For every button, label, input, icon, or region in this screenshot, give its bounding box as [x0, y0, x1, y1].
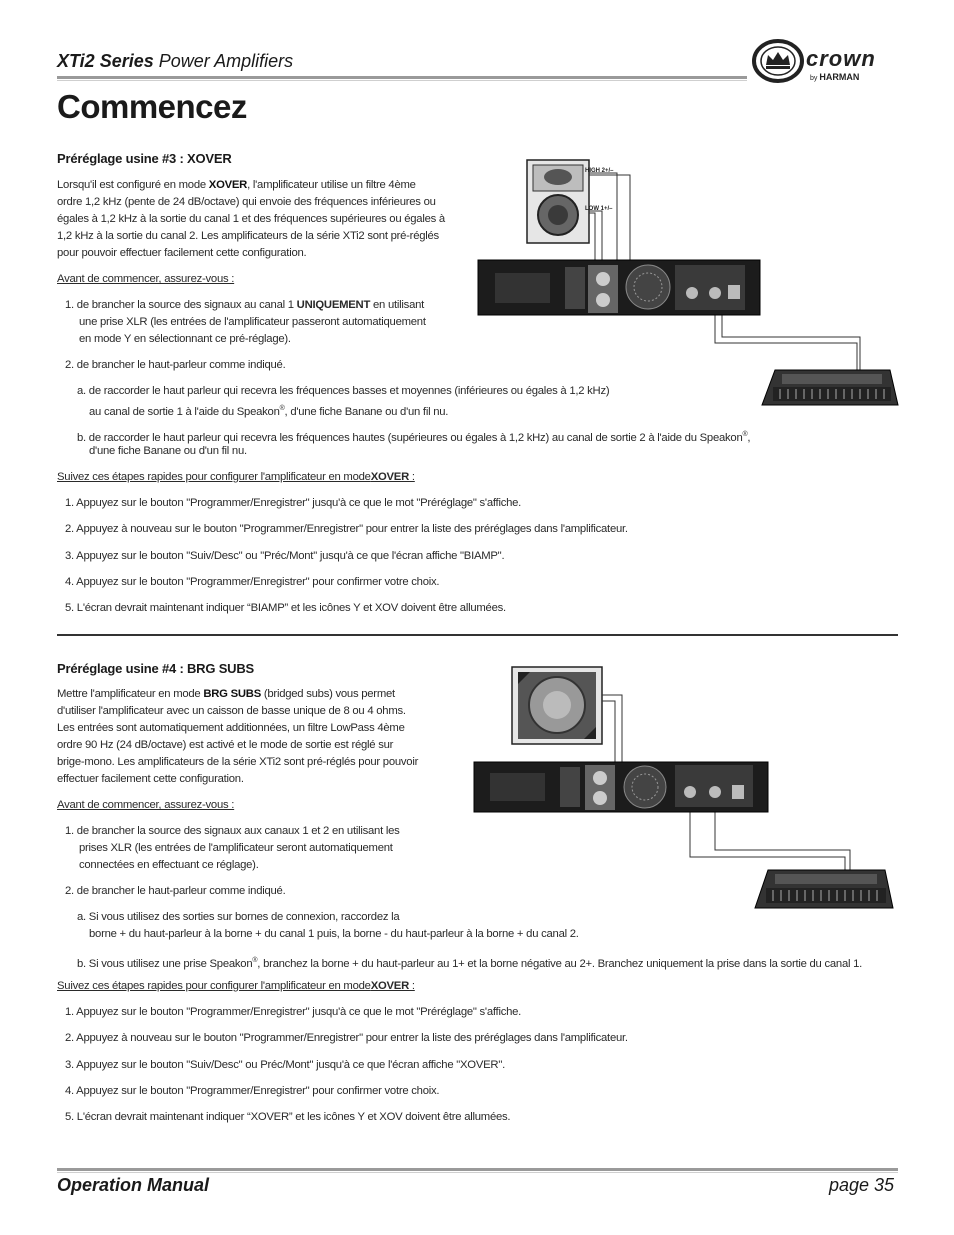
header-rule [57, 76, 747, 79]
section2-quick-step: 2. Appuyez à nouveau sur le bouton "Programmer/Enregistrer" pour entrer la liste des préréglages dans l'amplificateur. [65, 1032, 628, 1044]
section1-step2b: b. de raccorder le haut parleur qui recevra les fréquences hautes (supérieures ou égales à 1,2 kHz) au canal de sortie 2 à l'aide du Speakon®, [77, 431, 751, 444]
series-title: XTi2 Series Power Amplifiers [57, 51, 294, 71]
section1-step2a: a. de raccorder le haut parleur qui recevra les fréquences basses et moyennes (inférieures ou égales à 1,2 kHz) [77, 385, 610, 397]
footer-manual-title: Operation Manual [57, 1175, 210, 1195]
section1-quick-label: Suivez ces étapes rapides pour configurer l'amplificateur en modeXOVER : [57, 471, 415, 483]
section1-step2: 2. de brancher le haut-parleur comme indiqué. [65, 359, 286, 371]
section2-intro: Mettre l'amplificateur en mode BRG SUBS (bridged subs) vous permet d'utiliser l'amplificateur avec un caisson de basse unique de 8 ou 4 ohms. Les entrées sont automatiquement additionnées, un filtre LowPass 4ème ordre 90 Hz (24 dB/octave) est activé et le mode de sortie est réglé sur brige-mono. Les amplificateurs de la série XTi2 sont pré-réglés pour pouvoir effectuer facilement cette configuration. [57, 688, 419, 785]
header-rule-light [57, 80, 747, 81]
brg-subs-wiring-diagram [470, 665, 900, 915]
section1-intro: Lorsqu'il est configuré en mode XOVER, l'amplificateur utilise un filtre 4ème ordre 1,2 kHz (pente de 24 dB/octave) qui envoie des fréquences inférieures ou égales à 1,2 kHz à la sortie du canal 1 et des fréquences supérieures ou égales à 1,2 kHz à la sortie du canal 2. Les amplificateurs de la série XTi2 sont pré-réglés pour pouvoir effectuer facilement cette configuration. [57, 179, 445, 259]
section2-step2a-line2: borne + du haut-parleur à la borne + du canal 1 puis, la borne - du haut-parleur à la borne + du canal 2. [89, 928, 579, 940]
section2-step1-line2: prises XLR (les entrées de l'amplificateur seront automatiquement [79, 842, 393, 854]
footer-rule [57, 1168, 898, 1171]
section2-step2a: a. Si vous utilisez des sorties sur bornes de connexion, raccordez la [77, 911, 400, 923]
section-title-xover: Préréglage usine #3 : XOVER [57, 151, 232, 166]
section1-quick-step: 1. Appuyez sur le bouton "Programmer/Enregistrer" jusqu'à ce que le mot "Préréglage" s'affiche. [65, 497, 522, 509]
section1-step1-line3: en mode Y en sélectionnant ce pré-réglage). [79, 333, 291, 345]
xover-wiring-diagram [470, 155, 900, 415]
section1-before-label: Avant de commencer, assurez-vous : [57, 273, 235, 285]
section1-step1-line2: une prise XLR (les entrées de l'amplificateur passeront automatiquement [79, 316, 426, 328]
footer-rule-light [57, 1172, 898, 1173]
section2-step2: 2. de brancher le haut-parleur comme indiqué. [65, 885, 286, 897]
page-title: Commencez [57, 88, 247, 125]
section1-quick-step: 3. Appuyez sur le bouton "Suiv/Desc" ou "Préc/Mont" jusqu'à ce que l'écran affiche "BIAMP". [65, 550, 505, 562]
section-title-brg-subs: Préréglage usine #4 : BRG SUBS [57, 661, 255, 676]
brand-sub: by HARMAN [810, 72, 860, 82]
section1-quick-step: 5. L'écran devrait maintenant indiquer “BIAMP” et les icônes Y et XOV doivent être allumées. [65, 602, 506, 614]
section2-quick-step: 3. Appuyez sur le bouton "Suiv/Desc" ou Préc/Mont" jusqu'à ce que l'écran affiche "XOVER". [65, 1059, 505, 1071]
high-channel-label: HIGH 2+/– [585, 168, 614, 174]
low-channel-label: LOW 1+/– [585, 206, 613, 212]
section2-quick-step: 4. Appuyez sur le bouton "Programmer/Enregistrer" pour confirmer votre choix. [65, 1085, 440, 1097]
section1-step2b-line2: d'une fiche Banane ou d'un fil nu. [89, 445, 247, 457]
section2-step1: 1. de brancher la source des signaux aux canaux 1 et 2 en utilisant les [65, 825, 400, 837]
footer-page-number: page 35 [829, 1175, 895, 1195]
section2-before-label: Avant de commencer, assurez-vous : [57, 799, 235, 811]
section-divider [57, 634, 898, 636]
section1-quick-step: 4. Appuyez sur le bouton "Programmer/Enregistrer" pour confirmer votre choix. [65, 576, 440, 588]
section2-quick-step: 1. Appuyez sur le bouton "Programmer/Enregistrer" jusqu'à ce que le mot "Préréglage" s'affiche. [65, 1006, 522, 1018]
section1-step1: 1. de brancher la source des signaux au canal 1 UNIQUEMENT en utilisant [65, 299, 425, 311]
section2-quick-step: 5. L'écran devrait maintenant indiquer “XOVER” et les icônes Y et XOV doivent être allumées. [65, 1111, 511, 1123]
section1-step2a-line2: au canal de sortie 1 à l'aide du Speakon®, d'une fiche Banane ou d'un fil nu. [89, 405, 449, 418]
brand-name: crown [806, 46, 876, 71]
section2-quick-label: Suivez ces étapes rapides pour configurer l'amplificateur en modeXOVER : [57, 980, 415, 992]
section1-quick-step: 2. Appuyez à nouveau sur le bouton "Programmer/Enregistrer" pour entrer la liste des préréglages dans l'amplificateur. [65, 523, 628, 535]
crown-logo-icon [752, 38, 806, 84]
section2-step1-line3: connectées en effectuant ce réglage). [79, 859, 259, 871]
section2-step2b: b. Si vous utilisez une prise Speakon®, branchez la borne + du haut-parleur au 1+ et la borne négative au 2+. Branchez uniquement la prise dans la sortie du canal 1. [77, 957, 863, 970]
